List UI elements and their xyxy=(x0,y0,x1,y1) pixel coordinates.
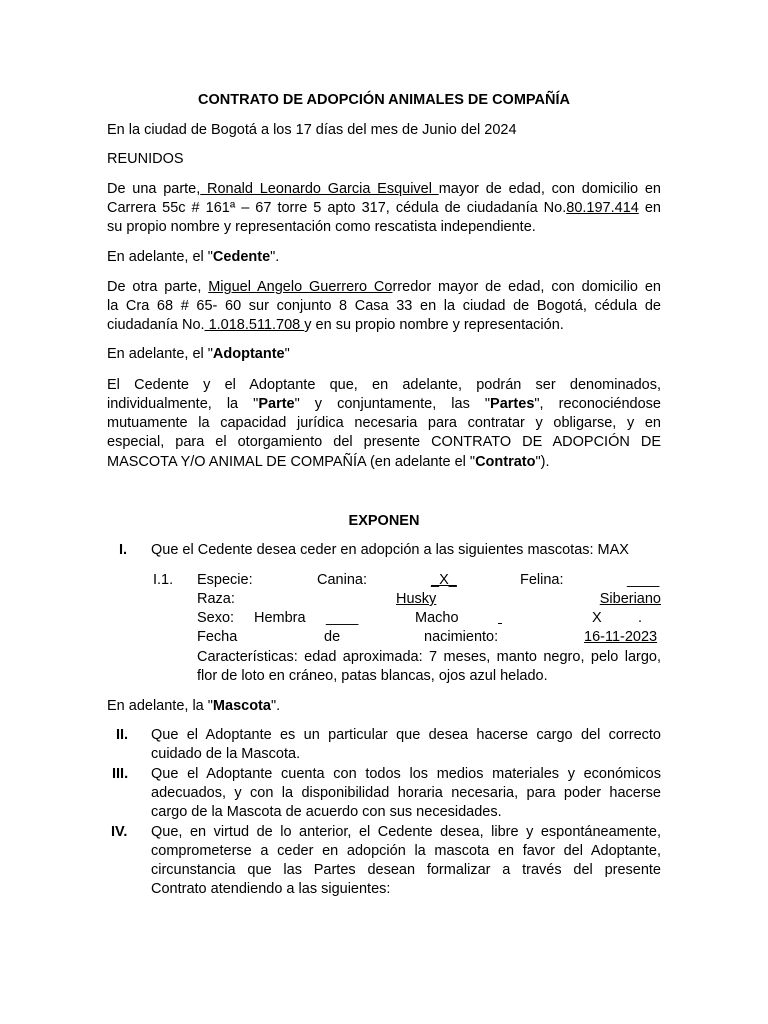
felina-mark: ____ xyxy=(627,572,660,588)
item-iv-line-1: Que, en virtud de lo anterior, el Cedente desea, libre y espontáneamente, xyxy=(151,824,661,840)
exponen-heading: EXPONEN xyxy=(348,513,420,529)
item-iii-number: III. xyxy=(112,766,129,782)
caracteristicas-line-1: Características: edad aproximada: 7 meses, manto negro, pelo largo, xyxy=(197,649,661,665)
item-i-number: I. xyxy=(119,542,128,558)
document-title: CONTRATO DE ADOPCIÓN ANIMALES DE COMPAÑÍA xyxy=(198,92,570,108)
especie-label: Especie: xyxy=(197,572,253,588)
canina-mark: _X_ xyxy=(431,572,457,588)
partes-line-1: El Cedente y el Adoptante que, en adelante, podrán ser denominados, xyxy=(107,377,661,393)
item-i-text: Que el Cedente desea ceder en adopción a las siguientes mascotas: MAX xyxy=(151,542,629,558)
partes-line-2: individualmente, la "Parte" y conjuntamente, las "Partes", reconociéndose xyxy=(107,396,661,412)
adoptante-id: 1.018.511.708 xyxy=(204,317,305,333)
adoptante-line-1: De otra parte, Miguel Angelo Guerrero Corredor mayor de edad, con domicilio en xyxy=(107,279,661,295)
item-ii-line-1: Que el Adoptante es un particular que desea hacerse cargo del correcto xyxy=(151,727,661,743)
item-iv-number: IV. xyxy=(111,824,128,840)
cedente-line-3: su propio nombre y representación como rescatista independiente. xyxy=(107,219,536,235)
cedente-definition: En adelante, el "Cedente". xyxy=(107,249,280,265)
fecha-value: 16-11-2023 xyxy=(584,629,658,645)
intro-line: En la ciudad de Bogotá a los 17 días del mes de Junio del 2024 xyxy=(107,122,517,138)
macho-value: X . xyxy=(592,610,643,626)
item-ii-number: II. xyxy=(116,727,129,743)
item-iv-line-3: circunstancia que las Partes desean formalizar a través del presente xyxy=(151,862,661,878)
mascota-definition: En adelante, la "Mascota". xyxy=(107,698,281,714)
item-iv-line-4: Contrato atendiendo a las siguientes: xyxy=(151,881,391,897)
canina-label: Canina: xyxy=(317,572,367,588)
cedente-line-1: De una parte, Ronald Leonardo Garcia Esquivel mayor de edad, con domicilio en xyxy=(107,181,661,197)
fecha-label-3: nacimiento: xyxy=(424,629,499,645)
fecha-label-2: de xyxy=(324,629,341,645)
caracteristicas-line-2: flor de loto en cráneo, patas blancas, ojos azul helado. xyxy=(197,668,548,684)
cedente-line-2: Carrera 55c # 161ª – 67 torre 5 apto 317, cédula de ciudadanía No.80.197.414 en xyxy=(107,200,661,216)
adoptante-name: Miguel Angelo Guerrero Co xyxy=(208,279,393,295)
sub-item-number: I.1. xyxy=(153,572,174,588)
adoptante-line-2: la Cra 68 # 65- 60 sur conjunto 8 Casa 33 en la ciudad de Bogotá, cédula de xyxy=(107,298,661,314)
item-ii-line-2: cuidado de la Mascota. xyxy=(151,746,301,762)
adoptante-definition: En adelante, el "Adoptante" xyxy=(107,346,290,362)
cedente-id: 80.197.414 xyxy=(566,200,639,216)
sexo-label: Sexo: xyxy=(197,610,235,626)
fecha-label-1: Fecha xyxy=(197,629,238,645)
item-iii-line-3: cargo de la Mascota de acuerdo con sus necesidades. xyxy=(151,804,502,820)
item-iii-line-2: adecuados, y con la disponibilidad horaria necesaria, para poder hacerse xyxy=(151,785,661,801)
partes-line-3: mutuamente la capacidad jurídica necesaria para contratar y obligarse, y en xyxy=(107,415,661,431)
adoptante-line-3: ciudadanía No. 1.018.511.708 y en su propio nombre y representación. xyxy=(107,317,564,333)
partes-line-5: MASCOTA Y/O ANIMAL DE COMPAÑÍA (en adelante el "Contrato"). xyxy=(107,454,550,470)
item-iv-line-2: comprometerse a ceder en adopción la mascota en favor del Adoptante, xyxy=(151,843,661,859)
item-iii-line-1: Que el Adoptante cuenta con todos los medios materiales y económicos xyxy=(151,766,661,782)
reunidos-heading: REUNIDOS xyxy=(107,151,184,167)
cedente-name: Ronald Leonardo Garcia Esquivel xyxy=(200,181,439,197)
hembra-mark: ____ xyxy=(326,610,359,626)
felina-label: Felina: xyxy=(520,572,564,588)
raza-label: Raza: xyxy=(197,591,235,607)
partes-line-4: especial, para el otorgamiento del presente CONTRATO DE ADOPCIÓN DE xyxy=(107,434,661,450)
hembra-label: Hembra xyxy=(254,610,306,626)
macho-label: Macho xyxy=(415,610,459,626)
raza-value: Husky Siberiano xyxy=(396,591,661,607)
